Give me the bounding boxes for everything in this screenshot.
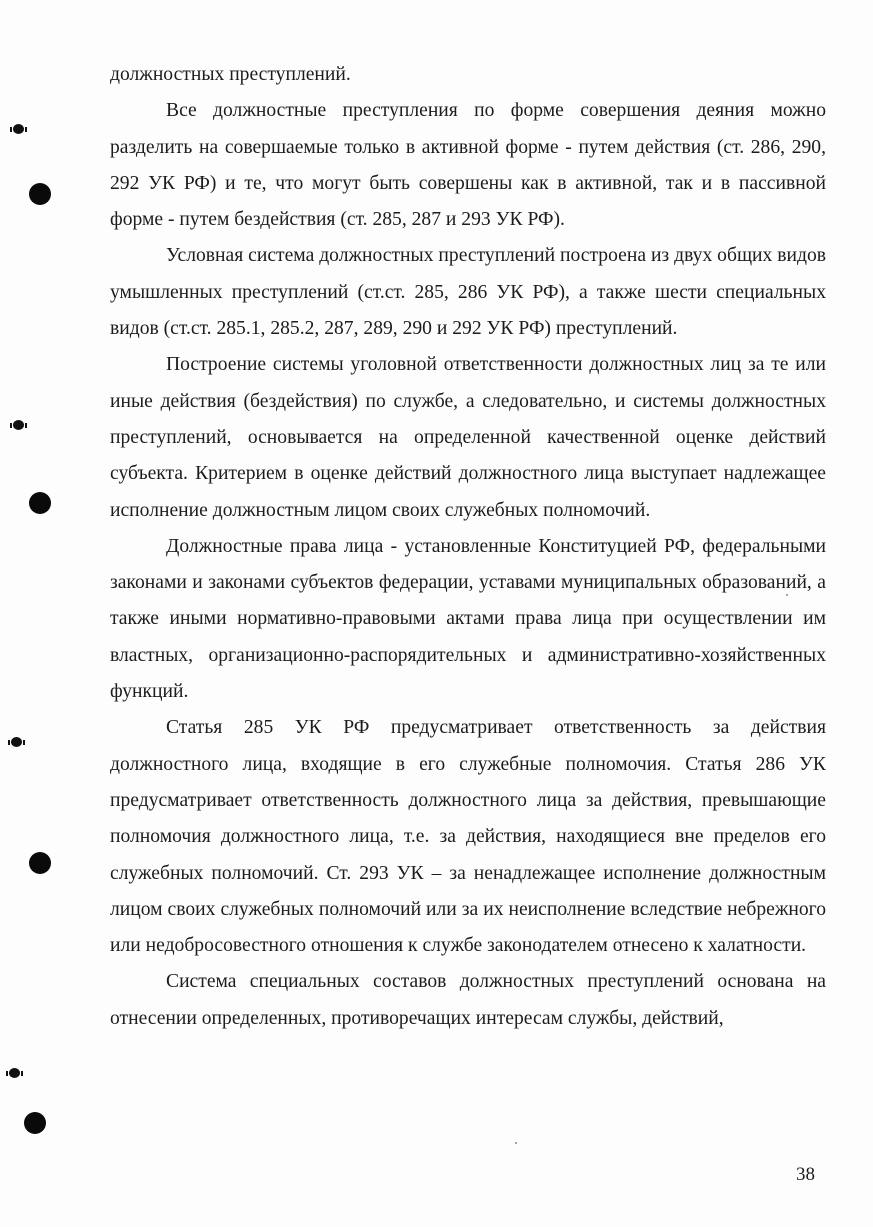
binding-mark: [11, 737, 22, 747]
punch-hole: [29, 183, 51, 205]
paragraph: Построение системы уголовной ответственности должностных лиц за те или иные действия (бездействия) по службе, а следовательно, и системы должностных преступлений, основывается на определенной качественной оценке действий субъекта. Критерием в оценке действий должностного лица выступает надлежащее исполнение должностным лицом своих служебных полномочий.: [110, 354, 826, 521]
punch-hole: [24, 1112, 46, 1134]
paragraph: Условная система должностных преступлений построена из двух общих видов умышленных преступлений (ст.ст. 285, 286 УК РФ), а также шести специальных видов (ст.ст. 285.1, 285.2, 287, 289, 290 и 292 УК РФ) преступлений.: [110, 245, 826, 340]
binding-mark: [13, 124, 24, 134]
paragraph: Все должностные преступления по форме совершения деяния можно разделить на совершаемые только в активной форме - путем действия (ст. 286, 290, 292 УК РФ) и те, что могут быть совершены как в активной, так и в пассивной форме - путем бездействия (ст. 285, 287 и 293 УК РФ).: [110, 100, 826, 231]
paragraph: Система специальных составов должностных преступлений основана на отнесении определенных, противоречащих интересам службы, действий,: [110, 971, 826, 1029]
scan-speck: [515, 1142, 517, 1144]
binding-mark: [9, 1068, 20, 1078]
paragraph: должностных преступлений.: [110, 64, 351, 85]
punch-hole: [29, 852, 51, 874]
body-text: [110, 57, 826, 1037]
paragraph: Статья 285 УК РФ предусматривает ответственность за действия должностного лица, входящие в его служебные полномочия. Статья 286 УК предусматривает ответственность должностного лица за действия, превышающие полномочия должностного лица, т.е. за действия, находящиеся вне пределов его служебных полномочий. Ст. 293 УК – за ненадлежащее исполнение должностным лицом своих служебных полномочий или за их неисполнение вследствие небрежного или недобросовестного отношения к службе законодателем отнесено к халатности.: [110, 717, 826, 957]
punch-hole: [29, 492, 51, 514]
page-number: 38: [796, 1164, 815, 1185]
paragraph: Должностные права лица - установленные Конституцией РФ, федеральными законами и законами субъектов федерации, уставами муниципальных образований, а также иными нормативно-правовыми актами права лица при осуществлении им властных, организационно-распорядительных и административно-хозяйственных функций.: [110, 535, 826, 703]
binding-mark: [13, 420, 24, 430]
